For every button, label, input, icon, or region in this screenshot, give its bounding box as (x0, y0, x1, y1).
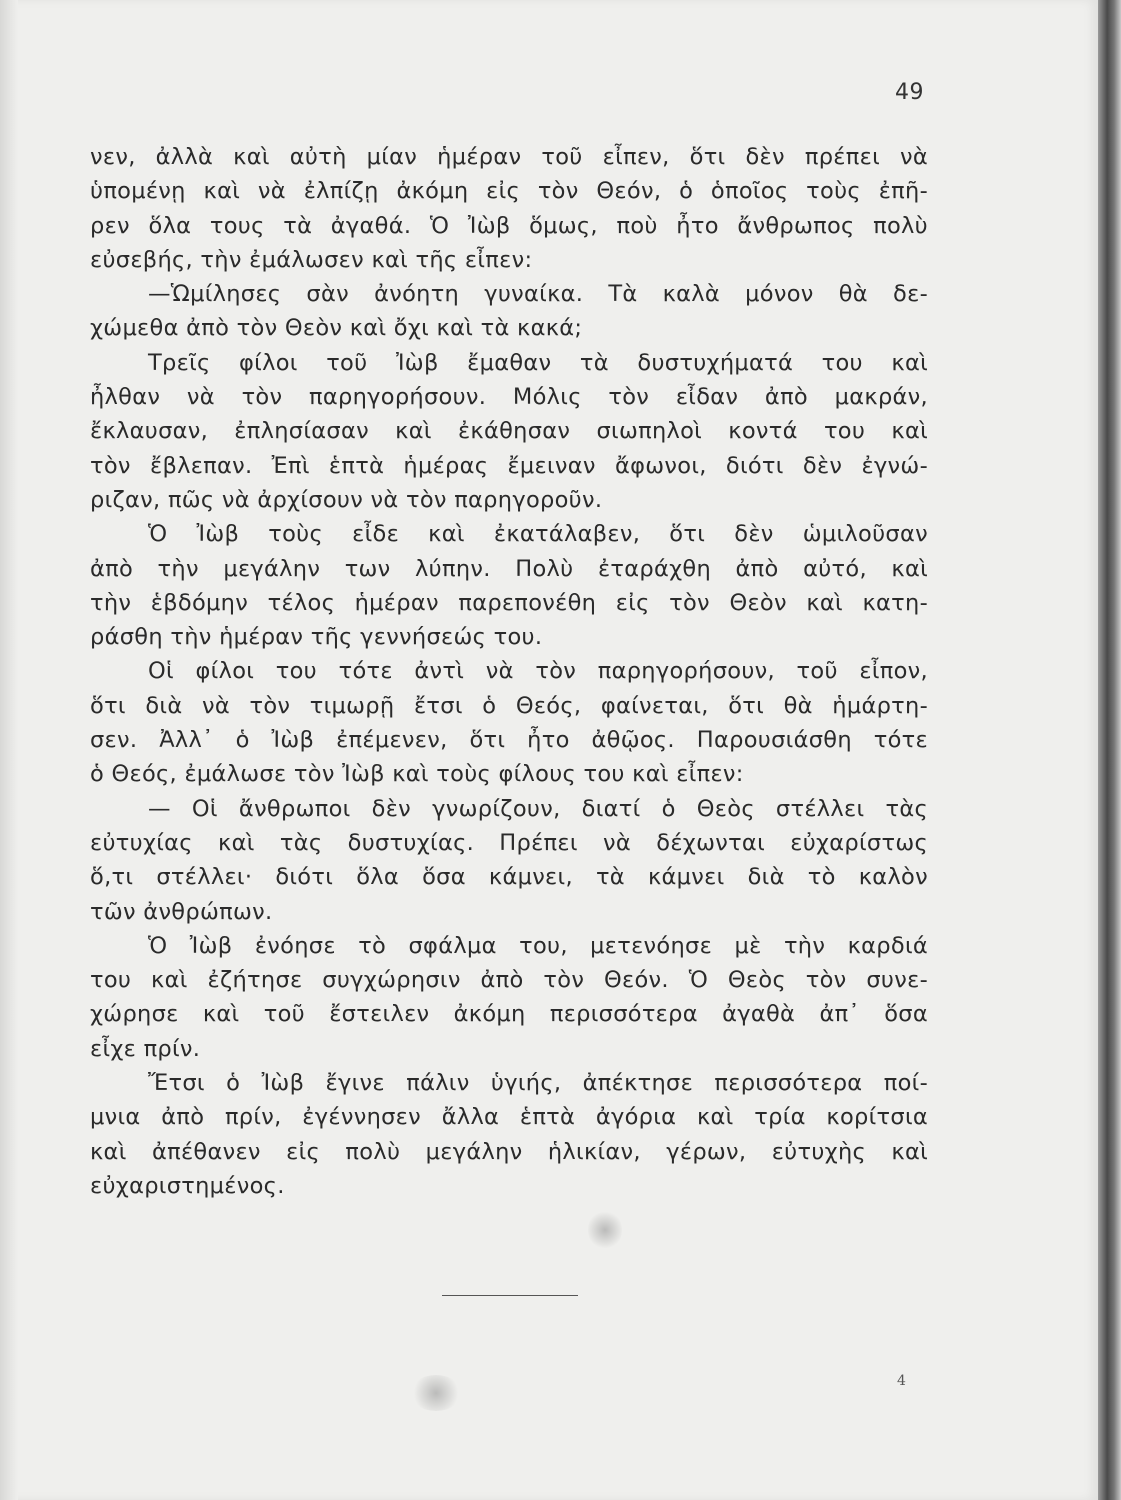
text-line: ὅτι διὰ νὰ τὸν τιμωρῇ ἔτσι ὁ Θεός, φαίνεται, ὅτι θὰ ἡμάρτη- (90, 692, 928, 719)
text-line: σεν. Ἀλλ᾽ ὁ Ἰὼβ ἐπέμενεν, ὅτι ἦτο ἀθῷος. Παρουσιάσθη τότε (90, 727, 928, 754)
end-rule (442, 1295, 578, 1296)
paper-stain (588, 1210, 622, 1250)
signature-mark: 4 (897, 1373, 906, 1389)
text-line: Τρεῖς φίλοι τοῦ Ἰὼβ ἔμαθαν τὰ δυστυχήματά του καὶ (148, 349, 928, 376)
text-line: χώμεθα ἀπὸ τὸν Θεὸν καὶ ὄχι καὶ τὰ κακά; (90, 315, 583, 342)
text-line: ὅ,τι στέλλει· διότι ὅλα ὅσα κάμνει, τὰ κάμνει διὰ τὸ καλὸν (90, 864, 928, 891)
text-line: του καὶ ἐζήτησε συγχώρησιν ἀπὸ τὸν Θεόν. Ὁ Θεὸς τὸν συνε- (90, 967, 928, 994)
text-line: εὐτυχίας καὶ τὰς δυστυχίας. Πρέπει νὰ δέχωνται εὐχαρίστως (90, 829, 928, 856)
body-text (90, 140, 928, 1203)
text-line: ἀπὸ τὴν μεγάλην των λύπην. Πολὺ ἐταράχθη ἀπὸ αὐτό, καὶ (90, 555, 928, 582)
text-line: Ὁ Ἰὼβ ἐνόησε τὸ σφάλμα του, μετενόησε μὲ τὴν καρδιά (148, 932, 928, 959)
text-line: μνια ἀπὸ πρίν, ἐγέννησεν ἄλλα ἑπτὰ ἀγόρια καὶ τρία κορίτσια (90, 1104, 928, 1131)
text-line: νεν, ἀλλὰ καὶ αὐτὴ μίαν ἡμέραν τοῦ εἶπεν, ὅτι δὲν πρέπει νὰ (90, 144, 928, 170)
text-line: ὑπομένῃ καὶ νὰ ἐλπίζῃ ἀκόμη εἰς τὸν Θεόν, ὁ ὁποῖος τοὺς ἐπῆ- (90, 178, 928, 205)
page-number: 49 (895, 80, 924, 105)
text-line: τῶν ἀνθρώπων. (90, 898, 273, 925)
paper-stain (410, 1375, 462, 1411)
text-line: — Οἱ ἄνθρωποι δὲν γνωρίζουν, διατί ὁ Θεὸς στέλλει τὰς (148, 795, 928, 822)
text-line: ὁ Θεός, ἐμάλωσε τὸν Ἰὼβ καὶ τοὺς φίλους του καὶ εἶπεν: (90, 761, 744, 788)
text-line: ἔκλαυσαν, ἐπλησίασαν καὶ ἐκάθησαν σιωπηλοὶ κοντά του καὶ (90, 418, 928, 445)
text-line: Ἔτσι ὁ Ἰὼβ ἔγινε πάλιν ὑγιής, ἀπέκτησε περισσότερα ποί- (148, 1070, 928, 1097)
text-line: ρεν ὅλα τους τὰ ἀγαθά. Ὁ Ἰὼβ ὅμως, ποὺ ἦτο ἄνθρωπος πολὺ (90, 212, 928, 239)
text-line: ράσθη τὴν ἡμέραν τῆς γεννήσεώς του. (90, 624, 543, 651)
text-line: τὴν ἑβδόμην τέλος ἡμέραν παρεπονέθη εἰς τὸν Θεὸν καὶ κατη- (90, 589, 928, 616)
text-line: ἦλθαν νὰ τὸν παρηγορήσουν. Μόλις τὸν εἶδαν ἀπὸ μακράν, (90, 384, 928, 411)
text-line: Ὁ Ἰὼβ τοὺς εἶδε καὶ ἐκατάλαβεν, ὅτι δὲν ὡμιλοῦσαν (148, 521, 928, 548)
text-line: τὸν ἔβλεπαν. Ἐπὶ ἑπτὰ ἡμέρας ἔμειναν ἄφωνοι, διότι δὲν ἐγνώ- (90, 452, 928, 479)
text-line: —Ὡμίλησες σὰν ἀνόητη γυναίκα. Τὰ καλὰ μόνον θὰ δε- (148, 281, 928, 308)
book-spine (1098, 0, 1121, 1500)
text-line: εὐσεβής, τὴν ἐμάλωσεν καὶ τῆς εἶπεν: (90, 246, 533, 273)
text-line: ριζαν, πῶς νὰ ἀρχίσουν νὰ τὸν παρηγοροῦν. (90, 486, 603, 513)
text-line: χώρησε καὶ τοῦ ἔστειλεν ἀκόμη περισσότερα ἀγαθὰ ἀπ᾽ ὅσα (90, 1001, 928, 1028)
text-line: Οἱ φίλοι του τότε ἀντὶ νὰ τὸν παρηγορήσουν, τοῦ εἶπον, (148, 658, 928, 685)
text-line: καὶ ἀπέθανεν εἰς πολὺ μεγάλην ἡλικίαν, γέρων, εὐτυχὴς καὶ (90, 1138, 928, 1165)
text-line: εὐχαριστημένος. (90, 1172, 285, 1199)
text-line: εἶχε πρίν. (90, 1035, 201, 1062)
page-left-edge (0, 0, 18, 1500)
